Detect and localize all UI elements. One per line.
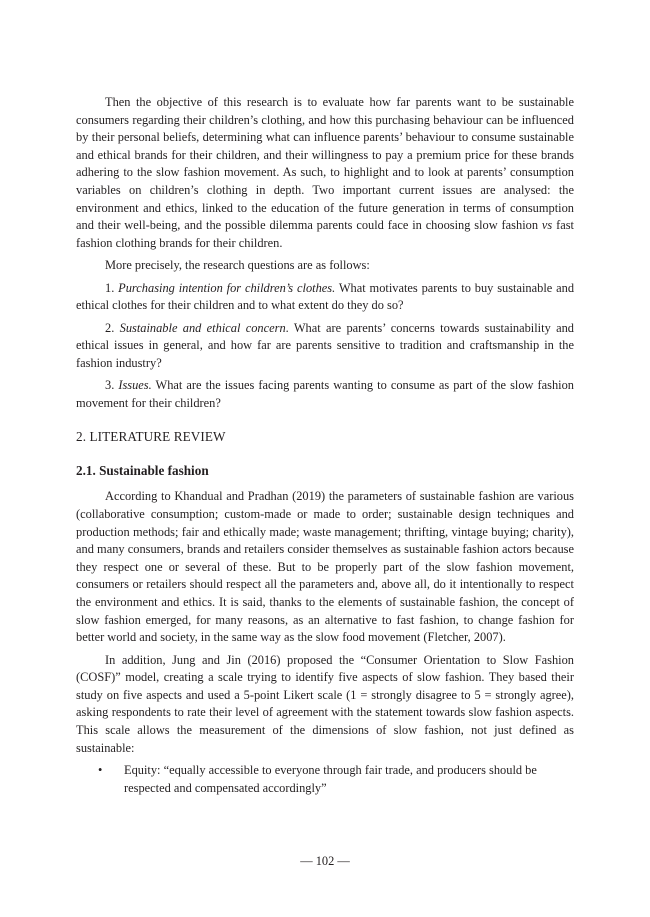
objective-text: Then the objective of this research is to evaluate how far parents want to be sustainable consumers regarding their children’s clothing, and how this purchasing behaviour can be influenced by their personal beliefs, determining what can influence parents’ behaviour to consume sustainable and ethical brands for their children, and their willingness to pay a premium price for these brands adhering to the slow fashion movement. As such, to highlight and to look at parents’ consumption variables on children’s clothing in depth. Two important current issues are analysed: the environment and ethics, linked to the education of the future generation in terms of consumption and their well-being, and the possible dilemma parents could face in choosing slow fashion <box>76 95 574 233</box>
question-number: 2. <box>105 320 115 335</box>
question-title: Sustainable and ethical concern <box>119 320 286 335</box>
question-text: What motivates parents to buy sustainable and ethical clothes for their children and to what extent do they do so? <box>76 280 575 313</box>
list-item-text: Equity: “equally accessible to everyone through fair trade, and producers should be respected and compensated accordingly” <box>124 762 537 795</box>
aspect-list <box>76 762 574 797</box>
versus-abbreviation: vs <box>541 218 553 233</box>
question-title: Issues. <box>118 378 152 393</box>
research-question-2 <box>76 320 574 373</box>
literature-paragraph-1: According to Khandual and Pradhan (2019) the parameters of sustainable fashion are various (collaborative consumption; custom-made or made to order; sustainable design techniques and production methods; fair and ethically made; waste management; thrifting, vintage buying; charity), and many consumers, brands and retailers consider themselves as sustainable fashion actors because they respect one or several of these. But to be properly part of the slow fashion movement, consumers or retailers should respect all the parameters and, above all, do it intentionally to respect the environment and ethics. It is said, thanks to the elements of sustainable fashion, the concept of slow fashion emerged, for many reasons, as an alternative to fast fashion, to change fashion for better world and society, in the same way as the slow food movement (Fletcher, 2007). <box>76 489 574 645</box>
page-number: — 102 — <box>300 854 350 868</box>
section-heading: 2. LITERATURE REVIEW <box>76 429 226 445</box>
question-title: Purchasing intention for children’s clothes. <box>118 280 336 295</box>
question-text: What are the issues facing parents wanting to consume as part of the slow fashion movement for their children? <box>76 378 574 410</box>
question-number: 1. <box>105 280 115 295</box>
literature-paragraph-2: In addition, Jung and Jin (2016) proposed the “Consumer Orientation to Slow Fashion (COSF)” model, creating a scale trying to identify five aspects of slow fashion. They based their study on five aspects and used a 5-point Likert scale (1 = strongly disagree to 5 = strongly agree), asking respondents to rate their level of agreement with the statement towards slow fashion aspects. This scale allows the measurement of the dimensions of slow fashion, not just defined as sustainable: <box>76 652 574 755</box>
objective-end-text: fast fashion clothing brands for their children. <box>76 218 574 250</box>
research-question-1 <box>76 280 574 315</box>
research-question-3 <box>76 377 574 412</box>
list-item <box>76 762 574 797</box>
objective-paragraph <box>76 94 574 252</box>
questions-intro: More precisely, the research questions are as follows: <box>105 258 370 273</box>
question-number: 3. <box>105 378 115 393</box>
page-body <box>76 94 574 797</box>
subsection-heading: 2.1. Sustainable fashion <box>76 462 209 478</box>
bullet-icon: • <box>98 762 103 777</box>
question-text: . What are parents’ concerns towards sustainability and ethical issues in general, and how far are parents sensitive to tradition and craftsmanship in the fashion industry? <box>76 320 574 370</box>
